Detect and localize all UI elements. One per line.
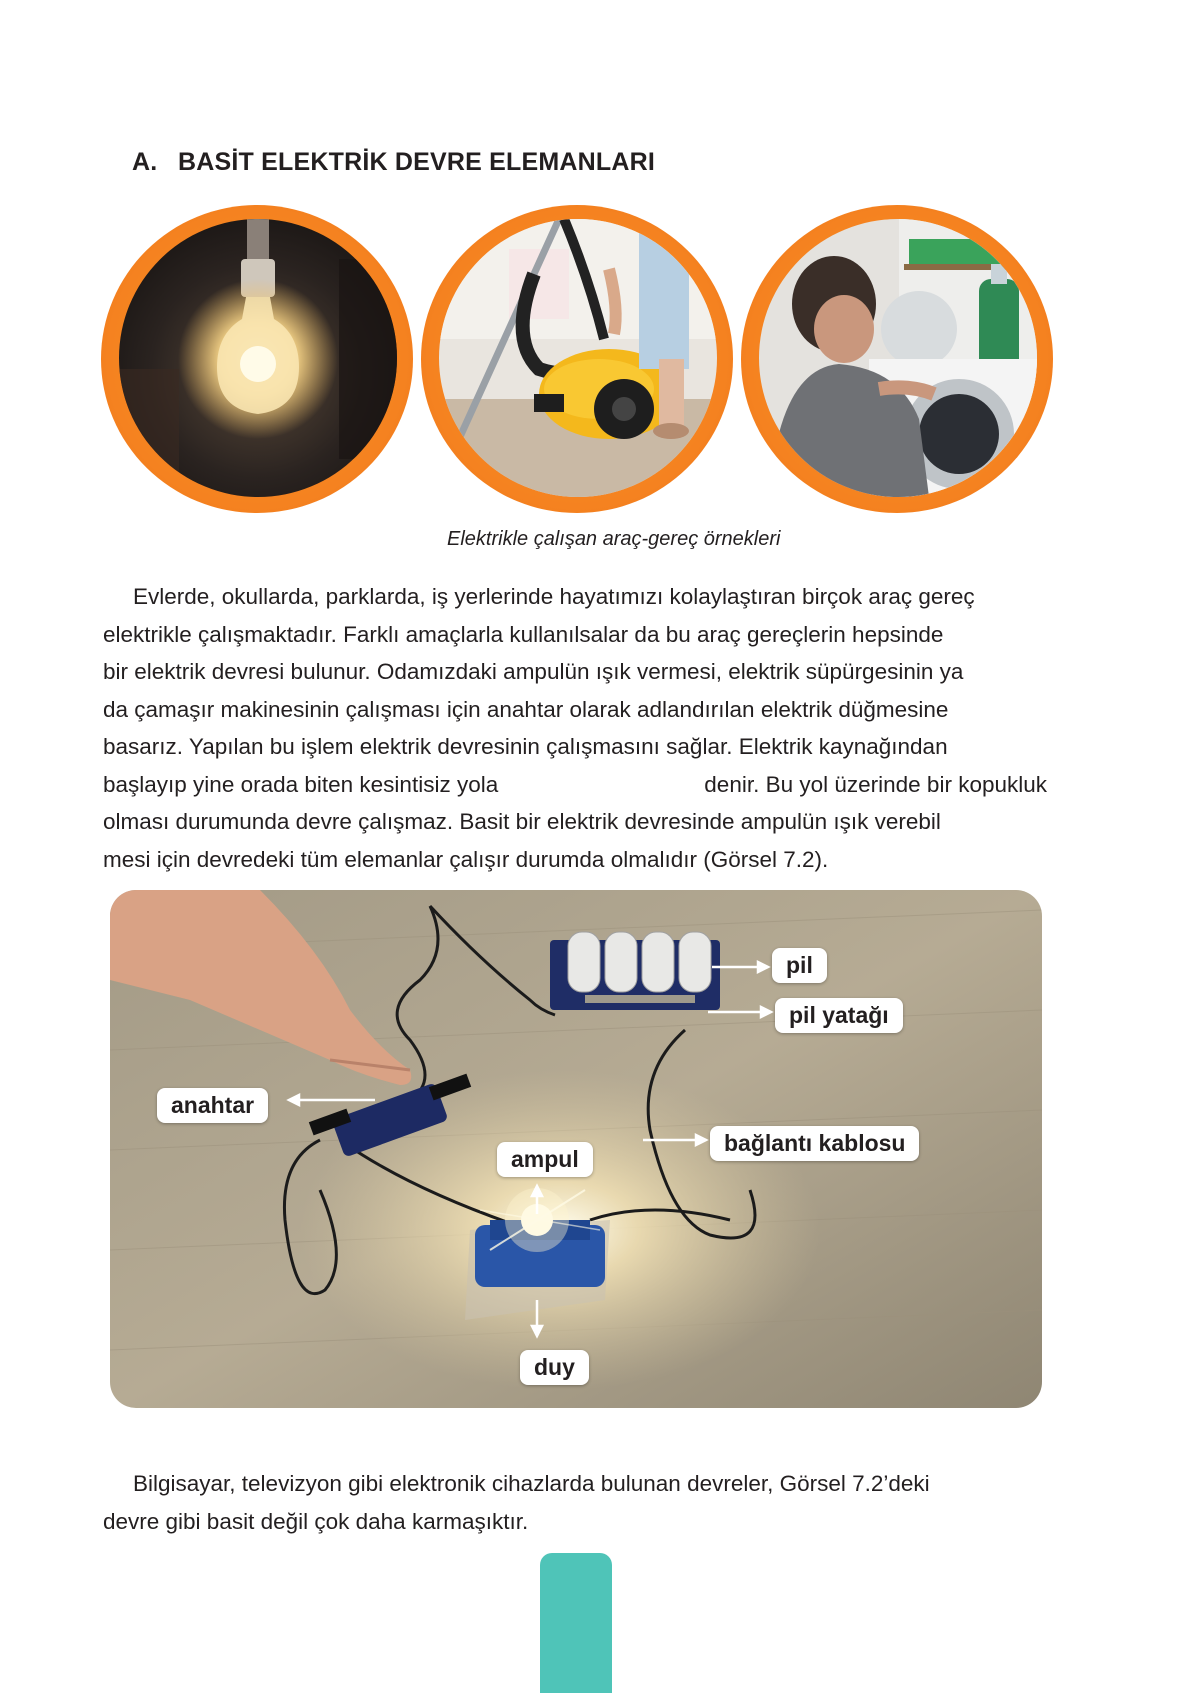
circuit-photo [110, 890, 1042, 1408]
body-paragraph-2 [103, 1465, 1047, 1540]
label-ampul: ampul [497, 1142, 593, 1177]
text-line: mesi için devredeki tüm elemanlar çalışır durumda olmalıdır (Görsel 7.2). [103, 846, 829, 872]
text-line: devre gibi basit değil çok daha karmaşıktır. [103, 1508, 529, 1534]
vacuum-cleaner-photo [421, 205, 733, 513]
text-line: Evlerde, okullarda, parklarda, iş yerlerinde hayatımızı kolaylaştıran birçok araç gereç [133, 584, 975, 609]
text-line: Bilgisayar, televizyon gibi elektronik cihazlarda bulunan devreler, Görsel 7.2’deki [133, 1471, 930, 1496]
text-line: başlayıp yine orada biten kesintisiz yola denir. Bu yol üzerinde bir kopukluk [103, 771, 1047, 797]
body-paragraph-1 [103, 578, 1047, 878]
label-pil: pil [772, 948, 827, 983]
label-pil-yatagi: pil yatağı [775, 998, 903, 1033]
text-line: elektrikle çalışmaktadır. Farklı amaçlarla kullanılsalar da bu araç gereçlerin hepsinde [103, 621, 944, 647]
section-title: BASİT ELEKTRİK DEVRE ELEMANLARI [178, 148, 656, 176]
section-heading [132, 148, 655, 177]
figure-caption: Elektrikle çalışan araç-gereç örnekleri [447, 528, 781, 550]
label-baglanti-kablosu: bağlantı kablosu [710, 1126, 919, 1161]
text-line: da çamaşır makinesinin çalışması için anahtar olarak adlandırılan elektrik düğmesine [103, 696, 949, 722]
light-bulb-photo [101, 205, 413, 513]
section-number: A. [132, 148, 158, 176]
text-line: basarız. Yapılan bu işlem elektrik devresinin çalışmasını sağlar. Elektrik kaynağından [103, 734, 948, 759]
washing-machine-photo [741, 205, 1053, 513]
page-number-tab [540, 1553, 612, 1693]
text-line: olması durumunda devre çalışmaz. Basit bir elektrik devresinde ampulün ışık verebil [103, 809, 941, 834]
text-line: bir elektrik devresi bulunur. Odamızdaki ampulün ışık vermesi, elektrik süpürgesinin ya [103, 659, 964, 684]
label-duy: duy [520, 1350, 589, 1385]
label-anahtar: anahtar [157, 1088, 268, 1123]
